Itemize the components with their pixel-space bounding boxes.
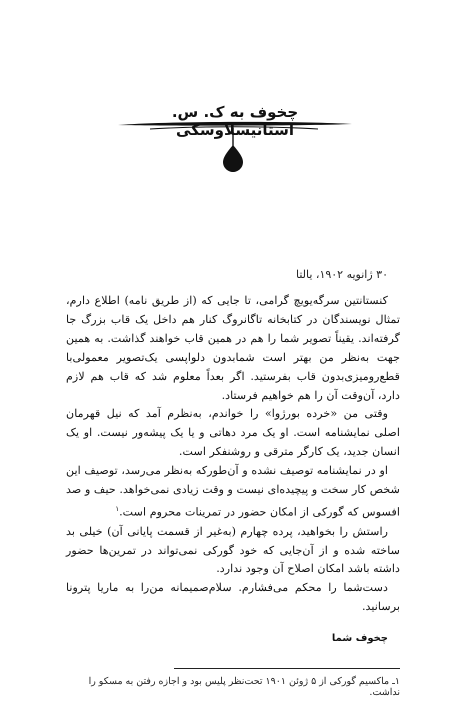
ornament-drop-icon — [223, 145, 243, 172]
letter-body — [66, 292, 400, 617]
letter-signature: چخوف شما — [331, 633, 388, 644]
footnote: ۱ـ ماکسیم گورکی از ۵ ژوئن ۱۹۰۱ تحت‌نظر پلیس بود و اجازه رفتن به مسکو را نداشت. — [88, 676, 400, 698]
paragraph-2: وقتی من «خرده بورژوا» را خواندم، به‌نظرم آمد که نیل قهرمان اصلی نمایشنامه است. او یک مرد دهاتی و یا یک پیشه‌ور نیست. او یک انسان جدید، یک کارگر مترقی و روشنفکر است. — [66, 407, 400, 459]
footnote-marker: ۱ — [115, 504, 120, 513]
letter-date: ۳۰ ژانویه ۱۹۰۲، یالتا — [295, 268, 388, 281]
paragraph-3-text: او در نمایشنامه توصیف نشده و آن‌طورکه به‌نظر می‌رسد، توصیف این شخص کار سخت و پیچیده‌ای نیست و وقت زیادی نمی‌خواهد. حیف و صد افسوس که گورکی از امکان حضور در تمرینات محروم است. — [66, 464, 400, 519]
paragraph-4: راستش را بخواهید، پرده چهارم (به‌غیر از قسمت پایانی آن) خیلی بد ساخته شده و از آن‌جایی که خود گورکی نمی‌تواند در تمرین‌ها حضور داشته باشد امکان اصلاح آن وجود ندارد. — [66, 524, 400, 576]
paragraph-1: کنستانتین سرگه‌یویچ گرامی، تا جایی که (از طریق نامه) اطلاع دارم، تمثال نویسندگان در کتابخانه تاگانروگ کنار هم داخل یک قاب بزرگ جا گرفته‌اند. یقیناً تصویر شما را هم در همین قاب خواهند گذاشت. به همین جهت به‌نظر من بهتر است شمابدون دلواپسی یک‌تصویر معمولی‌با قطع‌رومیزی‌بدون قاب بفرستید. اگر بعداً معلوم شد که قاب هم لازم دارد، آن‌وقت آن را هم خواهیم فرستاد. — [66, 294, 400, 402]
paragraph-3 — [66, 462, 400, 522]
footnote-divider — [174, 668, 400, 669]
paragraph-5: دست‌شما را محکم می‌فشارم. سلام‌صمیمانه من‌را به ماریا پترونا برسانید. — [66, 581, 400, 614]
letter-heading: چخوف به ک. س. استانیسلاوسکی — [171, 103, 299, 139]
